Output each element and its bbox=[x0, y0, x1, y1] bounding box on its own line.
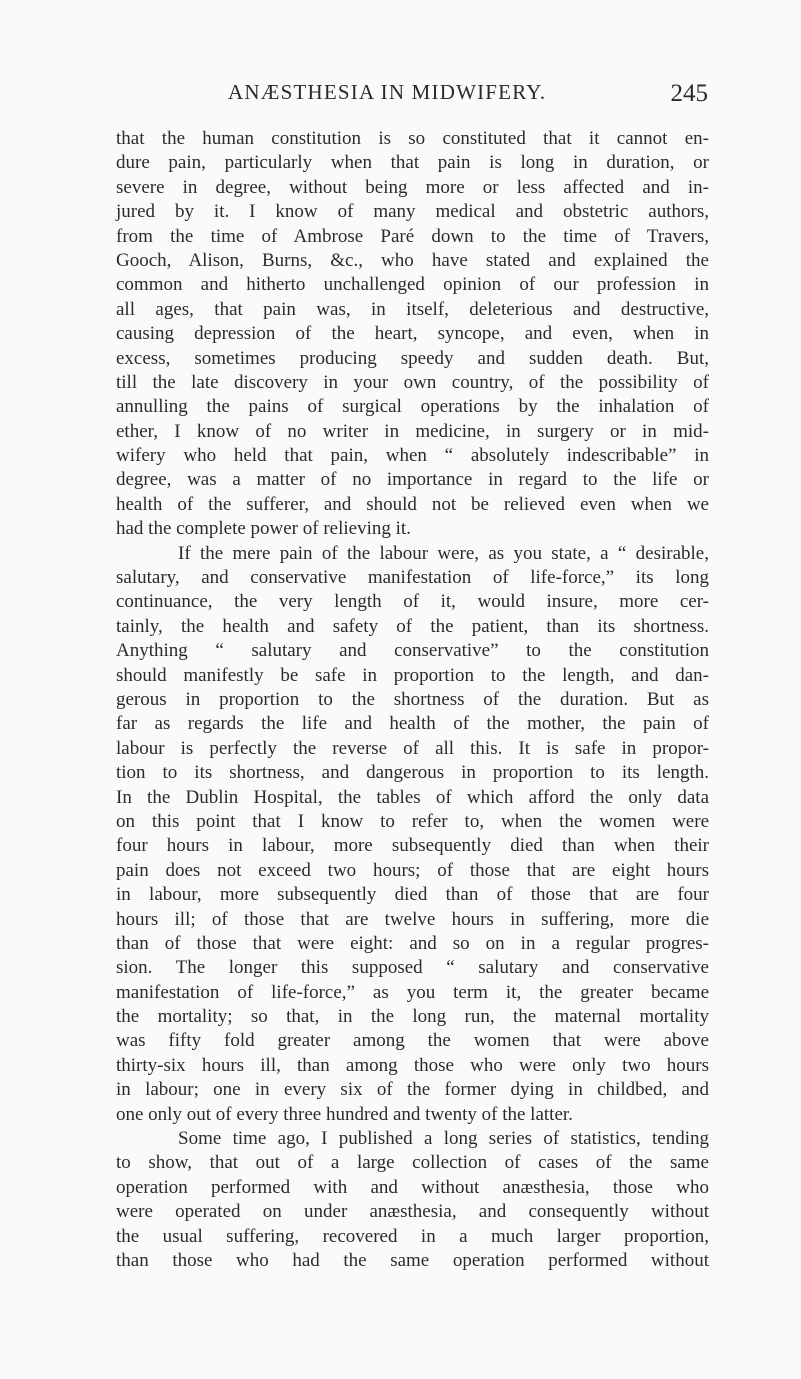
text-line: labour is perfectly the reverse of all this. It is safe in propor- bbox=[116, 737, 709, 759]
text-line: the mortality; so that, in the long run, the maternal mortality bbox=[116, 1006, 709, 1028]
text-line: four hours in labour, more subsequently died than when their bbox=[116, 835, 709, 857]
text-line: thirty-six hours ill, than among those who were only two hours bbox=[116, 1054, 709, 1076]
text-line: was fifty fold greater among the women that were above bbox=[116, 1030, 709, 1052]
text-line: degree, was a matter of no importance in regard to the life or bbox=[116, 469, 709, 491]
running-title: ANÆSTHESIA IN MIDWIFERY. bbox=[228, 80, 547, 104]
text-line: should manifestly be safe in proportion to the length, and dan- bbox=[116, 664, 709, 686]
text-line: in labour, more subsequently died than of those that are four bbox=[116, 884, 709, 906]
text-line: to show, that out of a large collection of cases of the same bbox=[116, 1152, 709, 1174]
text-line: tainly, the health and safety of the patient, than its shortness. bbox=[116, 615, 709, 637]
text-line: Some time ago, I published a long series of statistics, tending bbox=[178, 1128, 709, 1150]
text-line: health of the sufferer, and should not be relieved even when we bbox=[116, 493, 709, 515]
text-line: than those who had the same operation performed without bbox=[116, 1249, 709, 1271]
text-line: wifery who held that pain, when “ absolutely indescribable” in bbox=[116, 445, 709, 467]
text-line: Gooch, Alison, Burns, &c., who have stated and explained the bbox=[116, 249, 709, 271]
text-line: were operated on under anæsthesia, and consequently without bbox=[116, 1201, 709, 1223]
page-header bbox=[116, 80, 708, 110]
text-line: severe in degree, without being more or less affected and in- bbox=[116, 176, 709, 198]
text-line: on this point that I know to refer to, when the women were bbox=[116, 810, 709, 832]
body-text bbox=[116, 127, 709, 1273]
text-line: continuance, the very length of it, would insure, more cer- bbox=[116, 591, 709, 613]
text-line: pain does not exceed two hours; of those that are eight hours bbox=[116, 859, 709, 881]
text-line: one only out of every three hundred and twenty of the latter. bbox=[116, 1103, 573, 1125]
text-line: tion to its shortness, and dangerous in proportion to its length. bbox=[116, 762, 709, 784]
text-line: salutary, and conservative manifestation of life-force,” its long bbox=[116, 567, 709, 589]
text-line: sion. The longer this supposed “ salutary and conservative bbox=[116, 957, 709, 979]
text-line: hours ill; of those that are twelve hours in suffering, more die bbox=[116, 908, 709, 930]
text-line: till the late discovery in your own country, of the possibility of bbox=[116, 371, 709, 393]
text-line: causing depression of the heart, syncope, and even, when in bbox=[116, 323, 709, 345]
text-line: Anything “ salutary and conservative” to the constitution bbox=[116, 640, 709, 662]
text-line: ether, I know of no writer in medicine, in surgery or in mid- bbox=[116, 420, 709, 442]
text-line: jured by it. I know of many medical and obstetric authors, bbox=[116, 201, 709, 223]
text-line: common and hitherto unchallenged opinion of our profession in bbox=[116, 274, 709, 296]
text-line: annulling the pains of surgical operations by the inhalation of bbox=[116, 396, 709, 418]
text-line: the usual suffering, recovered in a much larger proportion, bbox=[116, 1225, 709, 1247]
text-line: gerous in proportion to the shortness of the duration. But as bbox=[116, 688, 709, 710]
text-line: far as regards the life and health of the mother, the pain of bbox=[116, 713, 709, 735]
text-line: all ages, that pain was, in itself, deleterious and destructive, bbox=[116, 298, 709, 320]
text-line: excess, sometimes producing speedy and sudden death. But, bbox=[116, 347, 709, 369]
text-line: If the mere pain of the labour were, as you state, a “ desirable, bbox=[178, 542, 709, 564]
text-line: from the time of Ambrose Paré down to the time of Travers, bbox=[116, 225, 709, 247]
text-line: in labour; one in every six of the former dying in childbed, and bbox=[116, 1079, 709, 1101]
text-line: that the human constitution is so constituted that it cannot en- bbox=[116, 128, 709, 149]
text-line: manifestation of life-force,” as you term it, the greater became bbox=[116, 981, 709, 1003]
page-number: 245 bbox=[670, 80, 708, 107]
text-line: dure pain, particularly when that pain is long in duration, or bbox=[116, 152, 709, 174]
text-line: In the Dublin Hospital, the tables of which afford the only data bbox=[116, 786, 709, 808]
text-line: had the complete power of relieving it. bbox=[116, 518, 411, 540]
text-line: operation performed with and without anæsthesia, those who bbox=[116, 1176, 709, 1198]
text-line: than of those that were eight: and so on in a regular progres- bbox=[116, 932, 709, 954]
